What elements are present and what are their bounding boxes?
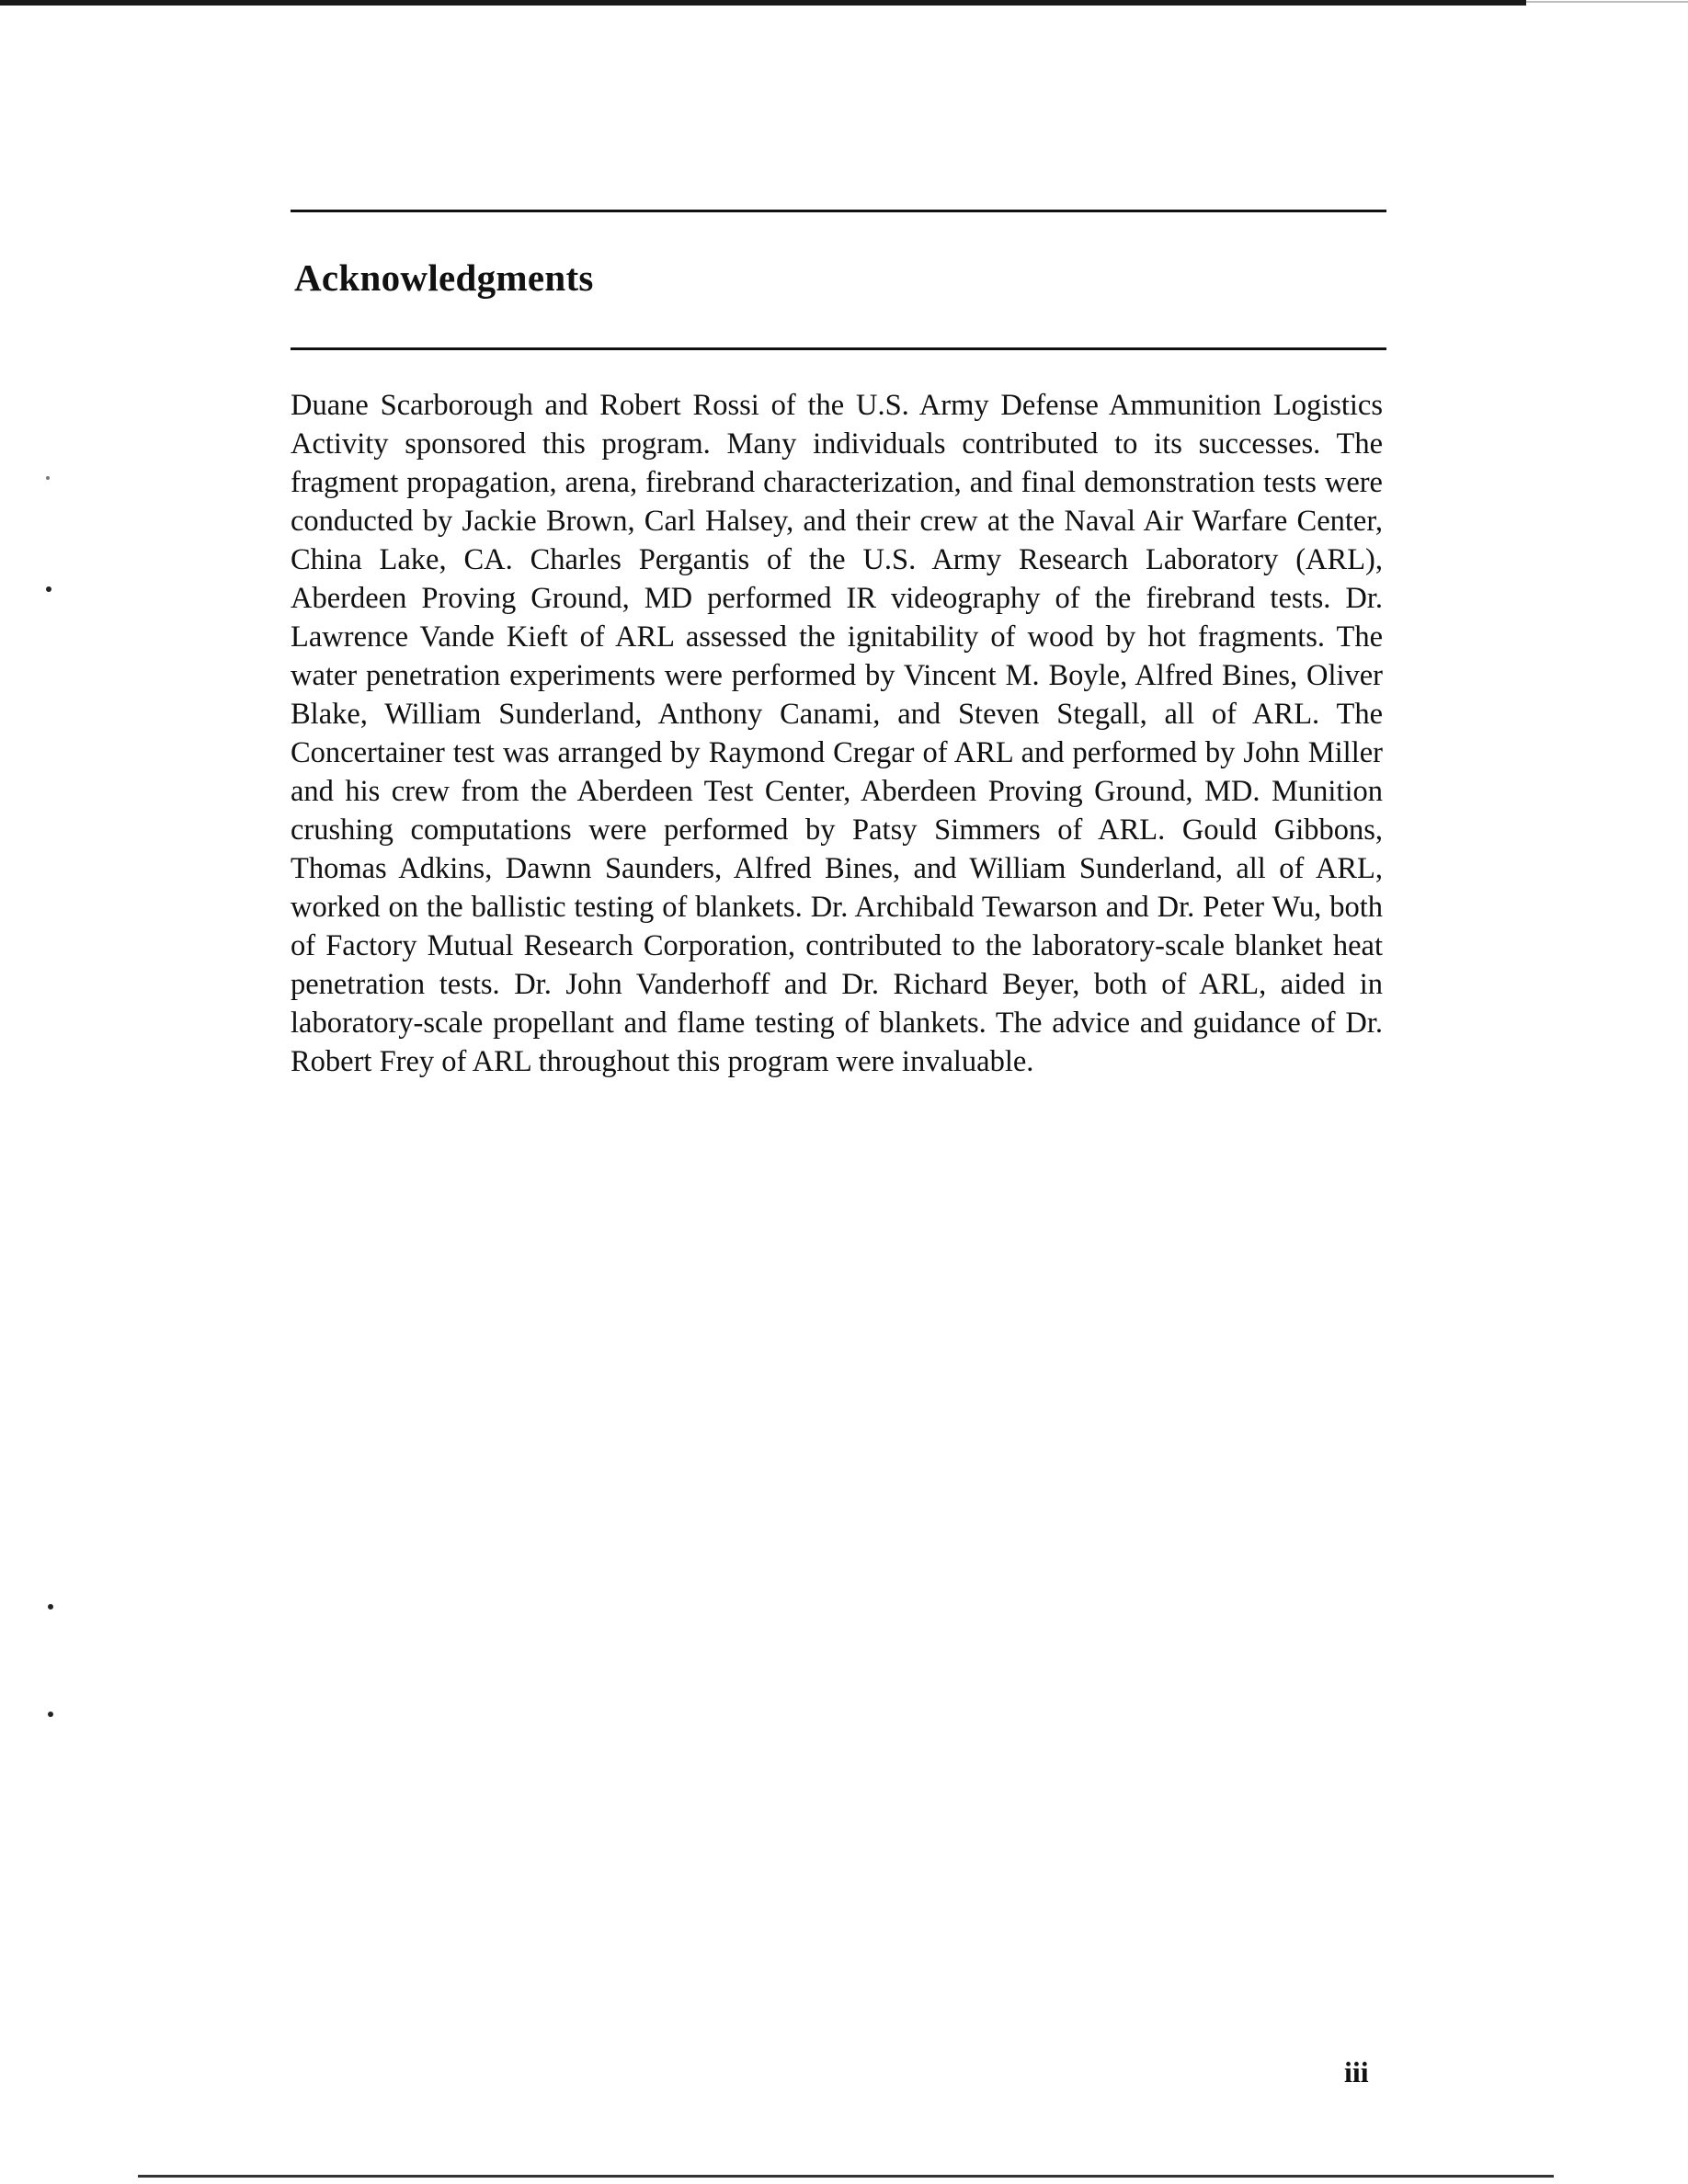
scan-speck bbox=[46, 586, 51, 592]
page-number: iii bbox=[1344, 2055, 1369, 2088]
scan-speck bbox=[48, 1604, 53, 1610]
heading-rule-bottom bbox=[291, 347, 1386, 350]
acknowledgments-paragraph: Duane Scarborough and Robert Rossi of the U.S. Army Defense Ammunition Logistics Activity sponsored this program. Many individuals contributed to its successes. The fragment propagation, arena, firebrand characterization, and final demonstration tests were conducted by Jackie Brown, Carl Halsey, and their crew at the Naval Air Warfare Center, China Lake, CA. Charles Pergantis of the U.S. Army Research Laboratory (ARL), Aberdeen Proving Ground, MD performed IR videography of the firebrand tests. Dr. Lawrence Vande Kieft of ARL assessed the ignitability of wood by hot fragments. The water penetration experiments were performed by Vincent M. Boyle, Alfred Bines, Oliver Blake, William Sunderland, Anthony Canami, and Steven Stegall, all of ARL. The Concertainer test was arranged by Raymond Cregar of ARL and performed by John Miller and his crew from the Aberdeen Test Center, Aberdeen Proving Ground, MD. Munition crushing computations were performed by Patsy Simmers of ARL. Gould Gibbons, Thomas Adkins, Dawnn Saunders, Alfred Bines, and William Sunderland, all of ARL, worked on the ballistic testing of blankets. Dr. Archibald Tewarson and Dr. Peter Wu, both of Factory Mutual Research Corporation, contributed to the laboratory-scale blanket heat penetration tests. Dr. John Vanderhoff and Dr. Richard Beyer, both of ARL, aided in laboratory-scale propellant and flame testing of blankets. The advice and guidance of Dr. Robert Frey of ARL throughout this program were invaluable. bbox=[291, 389, 1383, 1078]
page-title: Acknowledgments bbox=[294, 256, 594, 299]
scan-speck bbox=[48, 1712, 53, 1717]
scan-edge-top-faint bbox=[1526, 1, 1688, 3]
heading-rule-top bbox=[291, 210, 1386, 212]
scan-edge-top bbox=[0, 0, 1526, 6]
scan-speck bbox=[46, 476, 50, 480]
scan-edge-bottom bbox=[138, 2175, 1554, 2178]
